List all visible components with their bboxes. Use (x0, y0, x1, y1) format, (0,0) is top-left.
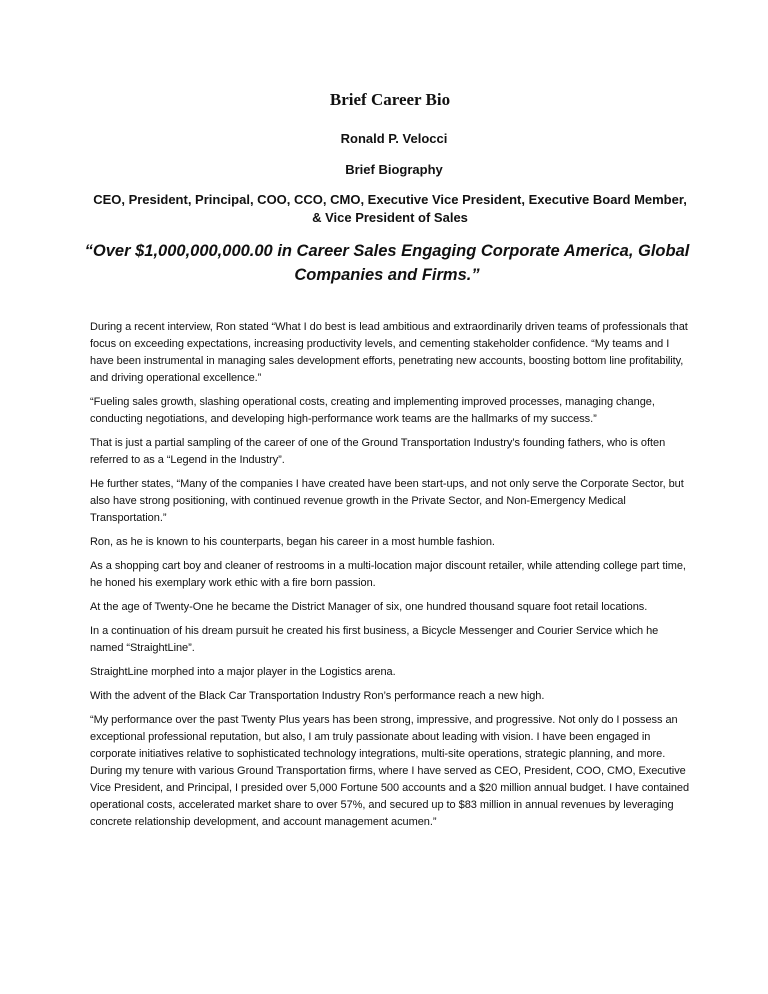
headline-quote: “Over $1,000,000,000.00 in Career Sales Engaging Corporate America, Global Companies and Firms.” (84, 242, 690, 284)
paragraph: As a shopping cart boy and cleaner of restrooms in a multi-location major discount retailer, while attending college part time, he honed his exemplary work ethic with a fire born passion. (90, 560, 686, 589)
paragraph: With the advent of the Black Car Transportation Industry Ron’s performance reach a new high. (90, 690, 545, 702)
document-subtitle: Brief Biography (345, 162, 443, 177)
paragraph: At the age of Twenty-One he became the District Manager of six, one hundred thousand square foot retail locations. (90, 601, 648, 613)
person-name: Ronald P. Velocci (340, 131, 448, 146)
paragraph: “Fueling sales growth, slashing operational costs, creating and implementing improved processes, managing change, conducting negotiations, and developing high-performance work teams are the hallmarks of my success.” (90, 396, 655, 425)
document-title: Brief Career Bio (329, 90, 451, 109)
roles-list: CEO, President, Principal, COO, CCO, CMO, Executive Vice President, Executive Board Member, & Vice President of Sales (93, 192, 687, 225)
paragraph: That is just a partial sampling of the career of one of the Ground Transportation Industry’s founding fathers, who is often referred to as a “Legend in the Industry”. (90, 437, 666, 466)
paragraph: In a continuation of his dream pursuit he created his first business, a Bicycle Messenger and Courier Service which he named “StraightLine”. (90, 625, 659, 654)
paragraph: During a recent interview, Ron stated “What I do best is lead ambitious and extraordinarily driven teams of professionals that focus on exceeding expectations, increasing productivity levels, and cementing stakeholder confidence. “My teams and I have been instrumental in managing sales development efforts, penetrating new accounts, boosting bottom line profitability, and driving operational excellence.” (90, 321, 688, 384)
paragraph: StraightLine morphed into a major player in the Logistics arena. (90, 666, 396, 678)
paragraph: “My performance over the past Twenty Plus years has been strong, impressive, and progressive. Not only do I possess an exceptional professional reputation, but also, I am truly passionate about leading with vision. I have been engaged in corporate initiatives relative to sophisticated technology integrations, multi-site operations, strategic planning, and more. During my tenure with various Ground Transportation firms, where I have served as CEO, President, COO, CMO, Executive Vice President, and Principal, I presided over 5,000 Fortune 500 accounts and a $20 million annual budget. I have contained operational costs, accelerated market share to over 57%, and secured up to $83 million in annual revenues by leveraging concrete relationship development, and account management acumen.” (90, 714, 690, 828)
paragraph: Ron, as he is known to his counterparts, began his career in a most humble fashion. (90, 536, 495, 548)
biography-body (90, 319, 690, 838)
paragraph: He further states, “Many of the companies I have created have been start-ups, and not only serve the Corporate Sector, but also have strong positioning, with continued revenue growth in the Private Sector, and Non-Emergency Medical Transportation.” (90, 478, 684, 524)
